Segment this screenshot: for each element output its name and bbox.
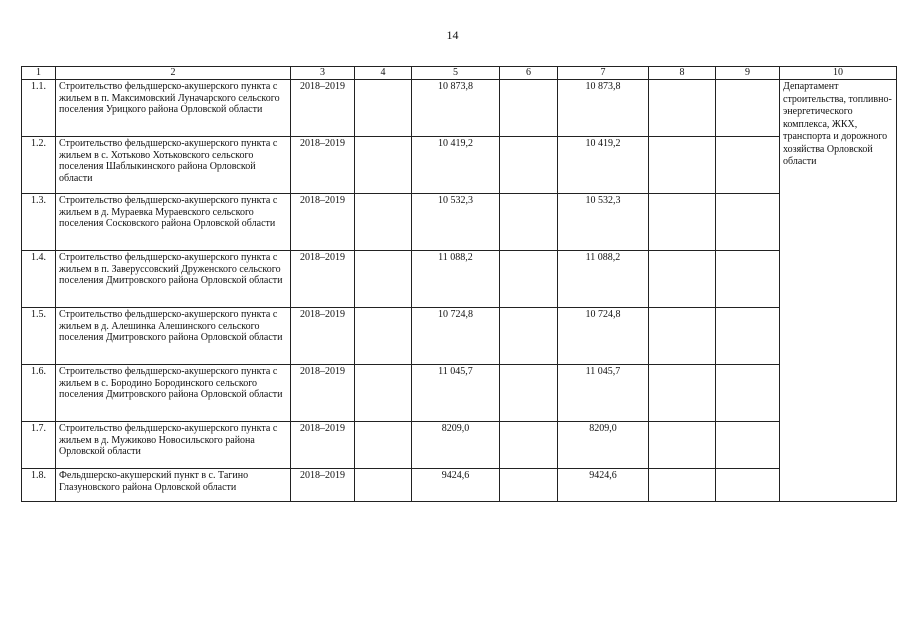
project-name: Строительство фельдшерско-акушерского пункта с жильем в д. Мураевка Мураевского сельского поселения Сосковского района Орловской области xyxy=(56,194,291,251)
column-header: 7 xyxy=(558,67,649,80)
cell-col7: 9424,6 xyxy=(558,469,649,502)
cell-col5: 9424,6 xyxy=(412,469,500,502)
column-header: 6 xyxy=(500,67,558,80)
period: 2018–2019 xyxy=(291,365,355,422)
project-name: Строительство фельдшерско-акушерского пункта с жильем в п. Максимовский Луначарского сельского поселения Урицкого района Орловской области xyxy=(56,80,291,137)
cell-col5: 10 873,8 xyxy=(412,80,500,137)
cell-col4 xyxy=(355,194,412,251)
cell-col9 xyxy=(716,469,780,502)
cell-col8 xyxy=(649,469,716,502)
cell-col7: 11 045,7 xyxy=(558,365,649,422)
table-row xyxy=(22,308,897,365)
cell-col4 xyxy=(355,365,412,422)
cell-col9 xyxy=(716,308,780,365)
project-name: Строительство фельдшерско-акушерского пункта с жильем в с. Хотьково Хотьковского сельского поселения Шаблыкинского района Орловской области xyxy=(56,137,291,194)
row-number: 1.7. xyxy=(22,422,56,469)
cell-col6 xyxy=(500,194,558,251)
cell-col7: 11 088,2 xyxy=(558,251,649,308)
project-name: Строительство фельдшерско-акушерского пункта с жильем в д. Мужиково Новосильского района Орловской области xyxy=(56,422,291,469)
period: 2018–2019 xyxy=(291,80,355,137)
cell-col9 xyxy=(716,251,780,308)
column-header: 10 xyxy=(780,67,897,80)
project-name: Строительство фельдшерско-акушерского пункта с жильем в д. Алешинка Алешинского сельского поселения Дмитровского района Орловской области xyxy=(56,308,291,365)
period: 2018–2019 xyxy=(291,469,355,502)
table-row xyxy=(22,137,897,194)
cell-col9 xyxy=(716,365,780,422)
project-name: Фельдшерско-акушерский пункт в с. Тагино Глазуновского района Орловской области xyxy=(56,469,291,502)
cell-col9 xyxy=(716,137,780,194)
cell-col7: 10 419,2 xyxy=(558,137,649,194)
column-header: 8 xyxy=(649,67,716,80)
cell-col4 xyxy=(355,251,412,308)
period: 2018–2019 xyxy=(291,308,355,365)
cell-col5: 10 419,2 xyxy=(412,137,500,194)
cell-col6 xyxy=(500,365,558,422)
responsible-department: Департамент строительства, топливно-энергетического комплекса, ЖКХ, транспорта и дорожного хозяйства Орловской области xyxy=(780,80,897,502)
cell-col8 xyxy=(649,137,716,194)
cell-col8 xyxy=(649,365,716,422)
cell-col6 xyxy=(500,469,558,502)
cell-col5: 10 724,8 xyxy=(412,308,500,365)
page-number: 14 xyxy=(446,28,459,42)
cell-col5: 11 088,2 xyxy=(412,251,500,308)
cell-col7: 8209,0 xyxy=(558,422,649,469)
cell-col5: 8209,0 xyxy=(412,422,500,469)
cell-col5: 11 045,7 xyxy=(412,365,500,422)
row-number: 1.5. xyxy=(22,308,56,365)
column-header-row xyxy=(22,67,897,80)
period: 2018–2019 xyxy=(291,137,355,194)
cell-col4 xyxy=(355,422,412,469)
table-row xyxy=(22,469,897,502)
cell-col9 xyxy=(716,80,780,137)
column-header: 4 xyxy=(355,67,412,80)
column-header: 5 xyxy=(412,67,500,80)
cell-col7: 10 873,8 xyxy=(558,80,649,137)
row-number: 1.2. xyxy=(22,137,56,194)
table-row xyxy=(22,365,897,422)
cell-col9 xyxy=(716,194,780,251)
cell-col7: 10 724,8 xyxy=(558,308,649,365)
table-row xyxy=(22,80,897,137)
cell-col6 xyxy=(500,422,558,469)
cell-col8 xyxy=(649,308,716,365)
row-number: 1.6. xyxy=(22,365,56,422)
cell-col4 xyxy=(355,80,412,137)
cell-col6 xyxy=(500,80,558,137)
cell-col5: 10 532,3 xyxy=(412,194,500,251)
cell-col9 xyxy=(716,422,780,469)
cell-col8 xyxy=(649,194,716,251)
column-header: 9 xyxy=(716,67,780,80)
row-number: 1.3. xyxy=(22,194,56,251)
program-table xyxy=(21,66,897,502)
cell-col8 xyxy=(649,251,716,308)
row-number: 1.1. xyxy=(22,80,56,137)
cell-col4 xyxy=(355,469,412,502)
column-header: 2 xyxy=(56,67,291,80)
table-row xyxy=(22,422,897,469)
cell-col6 xyxy=(500,251,558,308)
cell-col4 xyxy=(355,308,412,365)
cell-col8 xyxy=(649,422,716,469)
column-header: 1 xyxy=(22,67,56,80)
period: 2018–2019 xyxy=(291,422,355,469)
project-name: Строительство фельдшерско-акушерского пункта с жильем в с. Бородино Бородинского сельского поселения Дмитровского района Орловской области xyxy=(56,365,291,422)
row-number: 1.8. xyxy=(22,469,56,502)
table-row xyxy=(22,194,897,251)
cell-col6 xyxy=(500,308,558,365)
column-header: 3 xyxy=(291,67,355,80)
project-name: Строительство фельдшерско-акушерского пункта с жильем в п. Заверуссовский Друженского сельского поселения Дмитровского района Орловской области xyxy=(56,251,291,308)
cell-col8 xyxy=(649,80,716,137)
cell-col7: 10 532,3 xyxy=(558,194,649,251)
period: 2018–2019 xyxy=(291,194,355,251)
cell-col4 xyxy=(355,137,412,194)
period: 2018–2019 xyxy=(291,251,355,308)
table-row xyxy=(22,251,897,308)
cell-col6 xyxy=(500,137,558,194)
row-number: 1.4. xyxy=(22,251,56,308)
